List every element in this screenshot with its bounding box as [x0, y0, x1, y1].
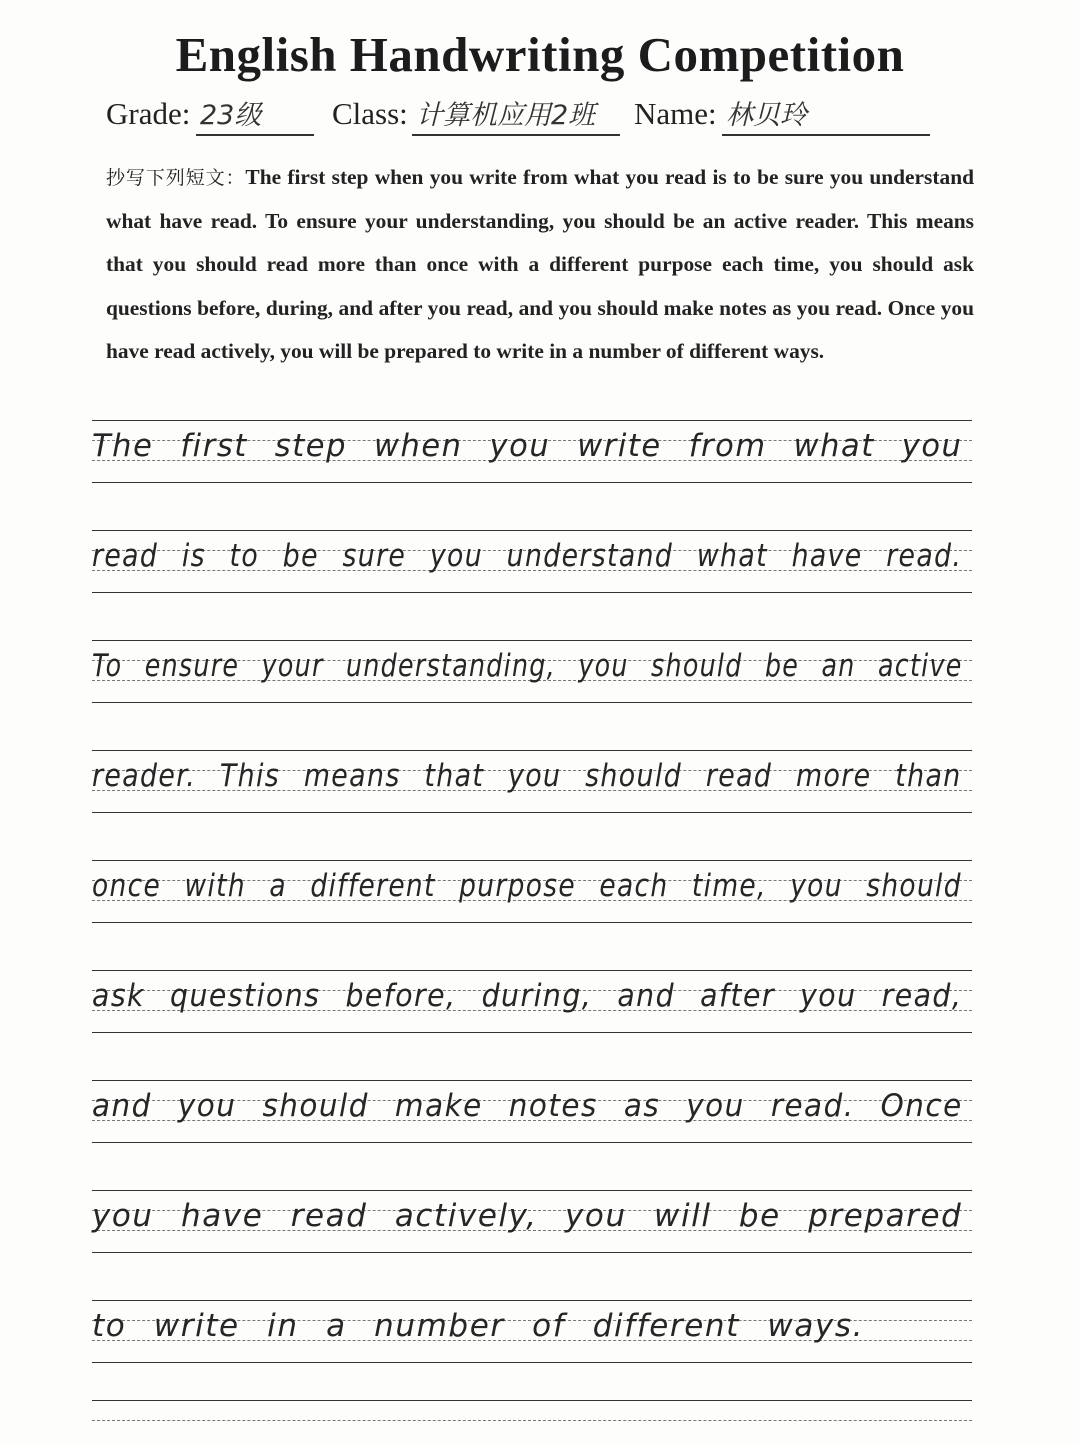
- class-value: 计算机应用2班: [412, 100, 620, 136]
- page-title: English Handwriting Competition: [175, 27, 905, 82]
- name-label: Name:: [634, 96, 717, 131]
- handwritten-line: to write in a number of different ways.: [92, 1308, 865, 1344]
- writing-row: [76, 1400, 972, 1420]
- handwritten-line: and you should make notes as you read. Once: [92, 1088, 963, 1124]
- handwritten-line: ask questions before, during, and after you read,: [92, 978, 963, 1014]
- prompt-prefix: 抄写下列短文：: [106, 167, 246, 189]
- grade-label: Grade:: [106, 96, 191, 131]
- handwritten-line: The first step when you write from what you: [92, 428, 963, 464]
- handwritten-line: read is to be sure you understand what have read.: [92, 538, 963, 574]
- grade-value: 23级: [196, 100, 314, 136]
- handwritten-line: To ensure your understanding, you should be an active: [92, 648, 963, 684]
- prompt-text: The first step when you write from what you read is to be sure you understand what have read. To ensure your understanding, you should be an active reader. This means that you should read more than once with a different purpose each time, you should ask questions before, during, and after you read, and you should make notes as you read. Once you have read actively, you will be prepared to write in a number of different ways.: [106, 165, 974, 363]
- handwritten-line: reader. This means that you should read more than: [92, 758, 962, 794]
- handwritten-line: once with a different purpose each time, you should: [92, 868, 962, 904]
- name-value: 林贝玲: [722, 100, 930, 136]
- class-label: Class:: [332, 96, 408, 131]
- handwritten-line: you have read actively, you will be prepared: [92, 1198, 963, 1234]
